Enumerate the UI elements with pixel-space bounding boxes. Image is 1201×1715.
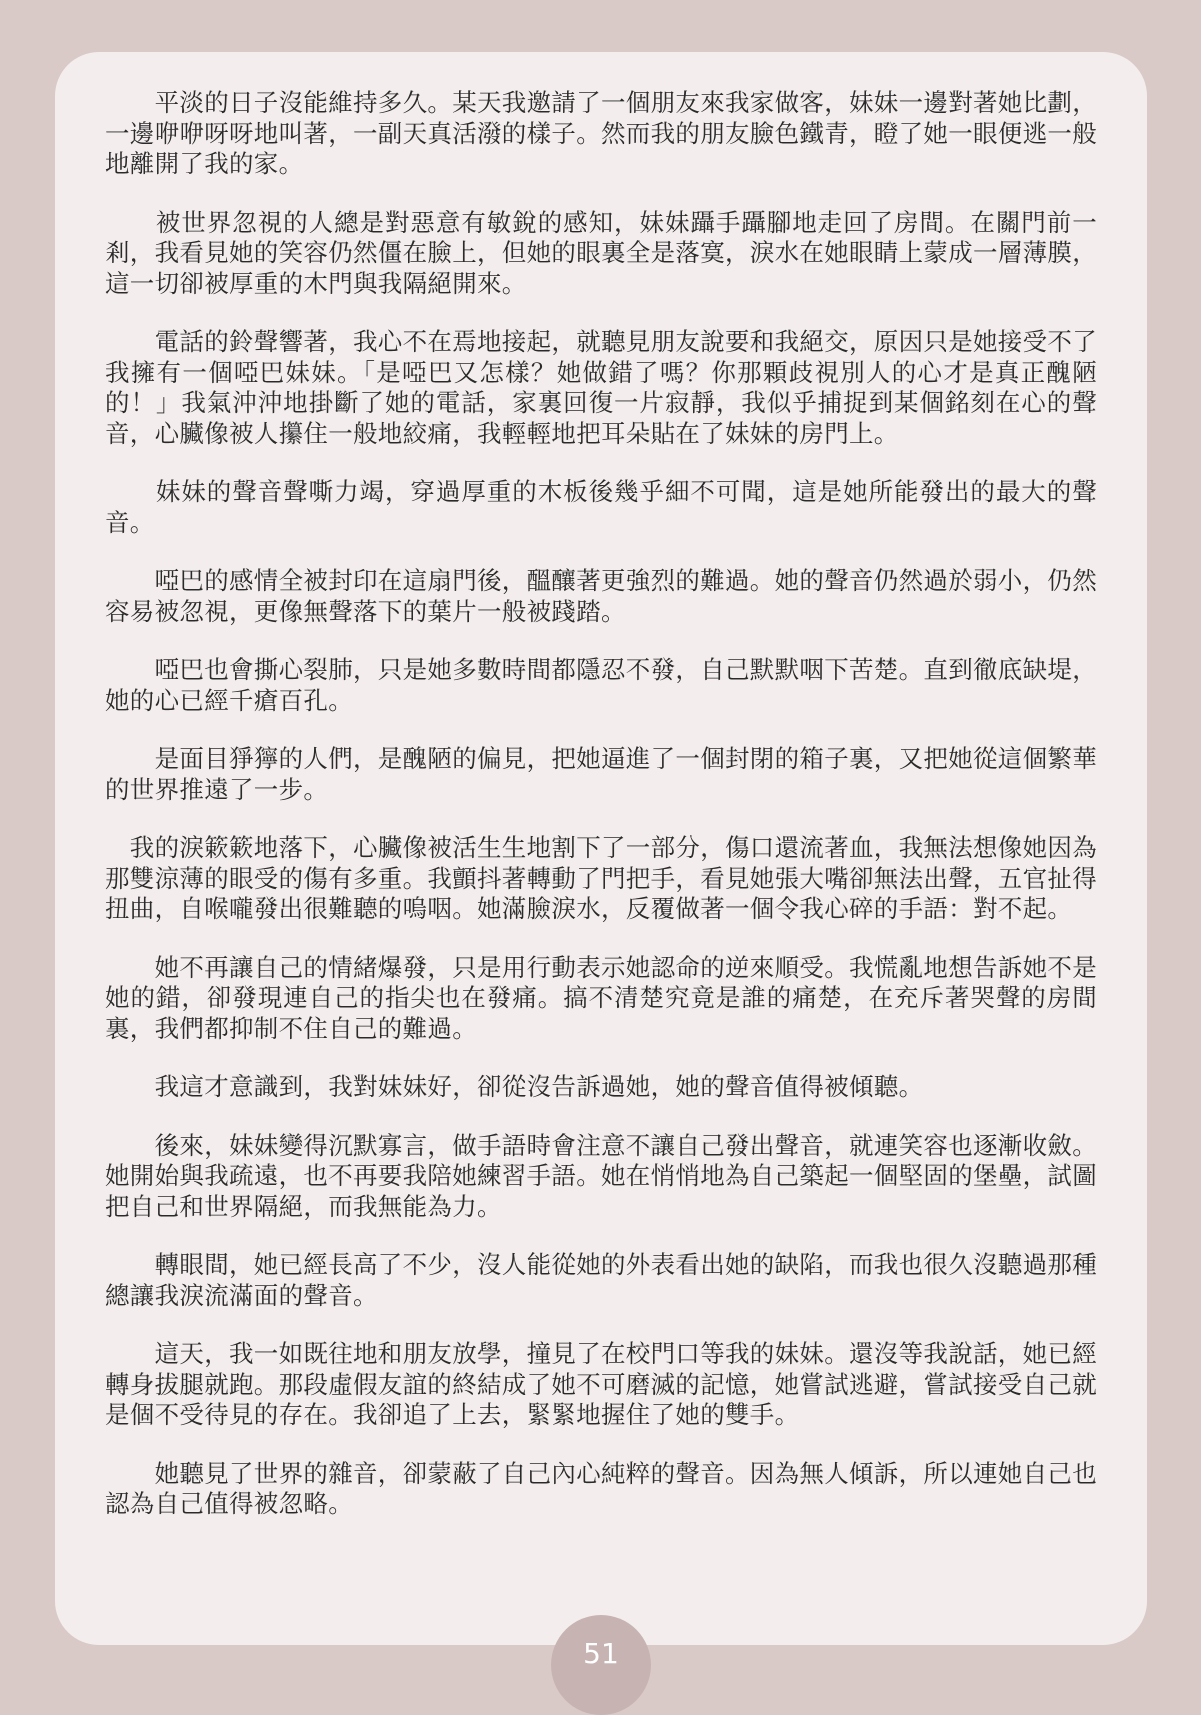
page-content-card — [55, 52, 1147, 1645]
paragraph-1: 平淡的日子沒能維持多久。某天我邀請了一個朋友來我家做客，妹妹一邊對著她比劃，一邊咿咿呀呀地叫著，一副天真活潑的樣子。然而我的朋友臉色鐵青，瞪了她一眼便逃一般地離開了我的家。 — [105, 88, 1097, 178]
paragraph-4: 妹妹的聲音聲嘶力竭，穿過厚重的木板後幾乎細不可聞，這是她所能發出的最大的聲音。 — [105, 477, 1097, 537]
paragraph-9: 她不再讓自己的情緒爆發，只是用行動表示她認命的逆來順受。我慌亂地想告訴她不是她的錯，卻發現連自己的指尖也在發痛。搞不清楚究竟是誰的痛楚，在充斥著哭聲的房間裏，我們都抑制不住自己的難過。 — [105, 952, 1097, 1043]
paragraph-12: 轉眼間，她已經長高了不少，沒人能從她的外表看出她的缺陷，而我也很久沒聽過那種總讓我淚流滿面的聲音。 — [105, 1250, 1097, 1310]
paragraph-6: 啞巴也會撕心裂肺，只是她多數時間都隱忍不發，自己默默咽下苦楚。直到徹底缺堤，她的心已經千瘡百孔。 — [105, 655, 1097, 715]
paragraph-7: 是面目猙獰的人們，是醜陋的偏見，把她逼進了一個封閉的箱子裏，又把她從這個繁華的世界推遠了一步。 — [105, 744, 1097, 804]
paragraph-10: 我這才意識到，我對妹妹好，卻從沒告訴過她，她的聲音值得被傾聽。 — [105, 1072, 924, 1101]
paragraph-8: 我的淚簌簌地落下，心臟像被活生生地割下了一部分，傷口還流著血，我無法想像她因為那雙涼薄的眼受的傷有多重。我顫抖著轉動了門把手，看見她張大嘴卻無法出聲，五官扯得扭曲，自喉嚨發出很難聽的嗚咽。她滿臉淚水，反覆做著一個令我心碎的手語：對不起。 — [105, 833, 1097, 923]
paragraph-14: 她聽見了世界的雜音，卻蒙蔽了自己內心純粹的聲音。因為無人傾訴，所以連她自己也認為自己值得被忽略。 — [105, 1458, 1097, 1518]
paragraph-2: 被世界忽視的人總是對惡意有敏銳的感知，妹妹躡手躡腳地走回了房間。在關門前一剎，我看見她的笑容仍然僵在臉上，但她的眼裏全是落寞，淚水在她眼睛上蒙成一層薄膜，這一切卻被厚重的木門與我隔絕開來。 — [105, 207, 1097, 298]
page-number-badge — [551, 1615, 651, 1715]
paragraph-5: 啞巴的感情全被封印在這扇門後，醞釀著更強烈的難過。她的聲音仍然過於弱小，仍然容易被忽視，更像無聲落下的葉片一般被踐踏。 — [105, 566, 1097, 626]
paragraph-3: 電話的鈴聲響著，我心不在焉地接起，就聽見朋友說要和我絕交，原因只是她接受不了我擁有一個啞巴妹妹。「是啞巴又怎樣？她做錯了嗎？你那顆歧視別人的心才是真正醜陋的！」我氣沖沖地掛斷了她的電話，家裏回復一片寂靜，我似乎捕捉到某個銘刻在心的聲音，心臟像被人攥住一般地絞痛，我輕輕地把耳朵貼在了妹妹的房門上。 — [105, 327, 1097, 448]
paragraph-11: 後來，妹妹變得沉默寡言，做手語時會注意不讓自己發出聲音，就連笑容也逐漸收斂。她開始與我疏遠，也不再要我陪她練習手語。她在悄悄地為自己築起一個堅固的堡壘，試圖把自己和世界隔絕，而我無能為力。 — [105, 1130, 1097, 1221]
page-number: 51 — [583, 1637, 619, 1670]
paragraph-13: 這天，我一如既往地和朋友放學，撞見了在校門口等我的妹妹。還沒等我說話，她已經轉身拔腿就跑。那段虛假友誼的終結成了她不可磨滅的記憶，她嘗試逃避，嘗試接受自己就是個不受待見的存在。我卻追了上去，緊緊地握住了她的雙手。 — [105, 1339, 1097, 1429]
